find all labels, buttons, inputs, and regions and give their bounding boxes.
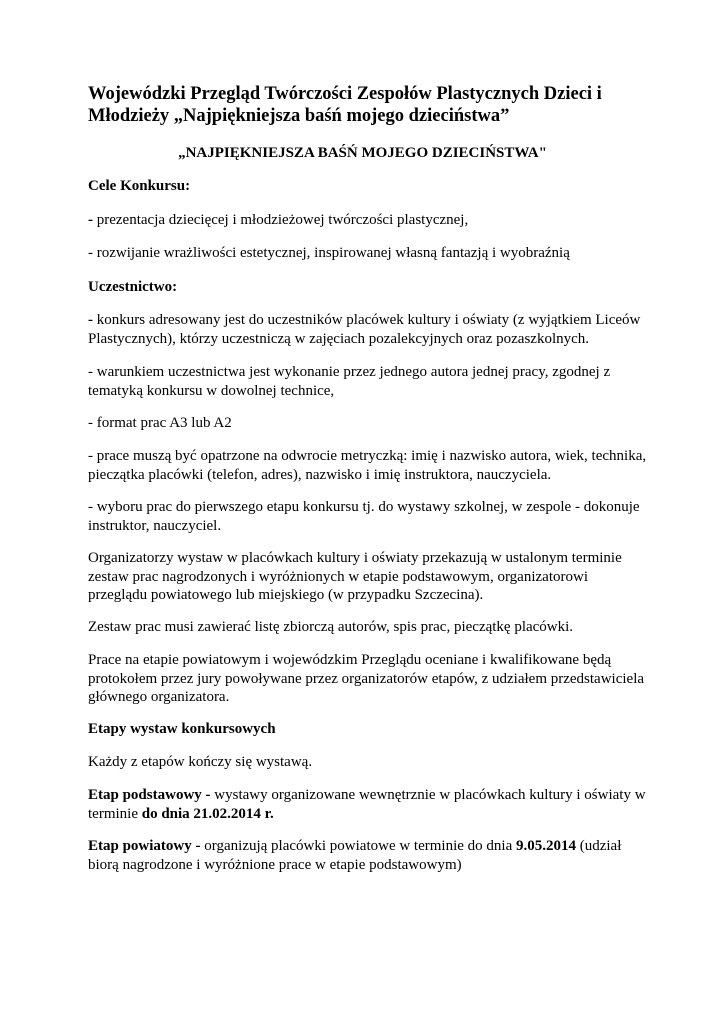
basic-stage-label: Etap podstawowy - [88,787,211,803]
set-contents-paragraph: Zestaw prac musi zawierać listę zbiorczą autorów, spis prac, pieczątkę placówki. [88,619,574,635]
county-stage-text: organizują placówki powiatowe w terminie do dnia [200,838,516,854]
goals-item-1-text: prezentacja dziecięcej i młodzieżowej twórczości plastycznej, [93,212,469,228]
organizers-paragraph: Organizatorzy wystaw w placówkach kultury i oświaty przekazują w ustalonym terminie zestaw prac nagrodzonych i wyróżnionych w etapie podstawowym, organizatorowi przeglądu powiatowego lub miejskiego (w przypadku Szczecina). [88,550,622,603]
basic-stage-paragraph [88,786,648,823]
participation-item-3: - format prac A3 lub A2 [88,415,232,431]
participation-item-4: - prace muszą być opatrzone na odwrocie metryczką: imię i nazwisko autora, wiek, technika, pieczątka placówki (telefon, adres), nazwisko i imię instruktora, nauczyciela. [88,448,647,483]
county-stage-date: 9.05.2014 [515,838,576,854]
participation-item-1-text: konkurs adresowany jest do uczestników placówek kultury i oświaty (z wyjątkiem Liceów Plastycznych), którzy uczestniczą w zajęciach pozalekcyjnych oraz pozaszkolnych. [88,312,641,347]
county-stage-paragraph [88,837,648,874]
bullet-dash: - [88,212,93,228]
document-title: Wojewódzki Przegląd Twórczości Zespołów Plastycznych Dzieci i Młodzieży „Najpiękniejsza baśń mojego dzieciństwa” [88,84,602,126]
basic-stage-date: do dnia 21.02.2014 r. [141,805,274,822]
participation-heading: Uczestnictwo: [88,279,178,295]
bullet-dash: - [88,312,93,328]
participation-item-5: - wyboru prac do pierwszego etapu konkursu tj. do wystawy szkolnej, w zespole - dokonuje instruktor, nauczyciel. [88,499,640,534]
goals-item-1 [88,211,648,230]
competition-name: „NAJPIĘKNIEJSZA BAŚŃ MOJEGO DZIECIŃSTWA" [178,145,547,161]
county-stage-label: Etap powiatowy - [88,838,201,854]
goals-heading: Cele Konkursu: [88,178,191,194]
county-stage-text-2: (udział biorą nagrodzone i wyróżnione prace w etapie podstawowym) [88,838,622,873]
participation-item-2: - warunkiem uczestnictwa jest wykonanie przez jednego autora jednej pracy, zgodnej z tematyką konkursu w dowolnej technice, [88,364,611,399]
jury-paragraph: Prace na etapie powiatowym i wojewódzkim Przeglądu oceniane i kwalifikowane będą protokołem przez jury powoływane przez organizatorów etapów, z udziałem przedstawiciela głównego organizatora. [88,652,645,705]
goals-item-2: - rozwijanie wrażliwości estetycznej, inspirowanej własną fantazją i wyobraźnią [88,245,570,261]
stages-heading: Etapy wystaw konkursowych [88,721,276,737]
stages-intro: Każdy z etapów kończy się wystawą. [88,754,313,770]
basic-stage-text: wystawy organizowane wewnętrznie w placówkach kultury i oświaty w terminie [88,787,646,822]
participation-item-1 [88,311,648,348]
